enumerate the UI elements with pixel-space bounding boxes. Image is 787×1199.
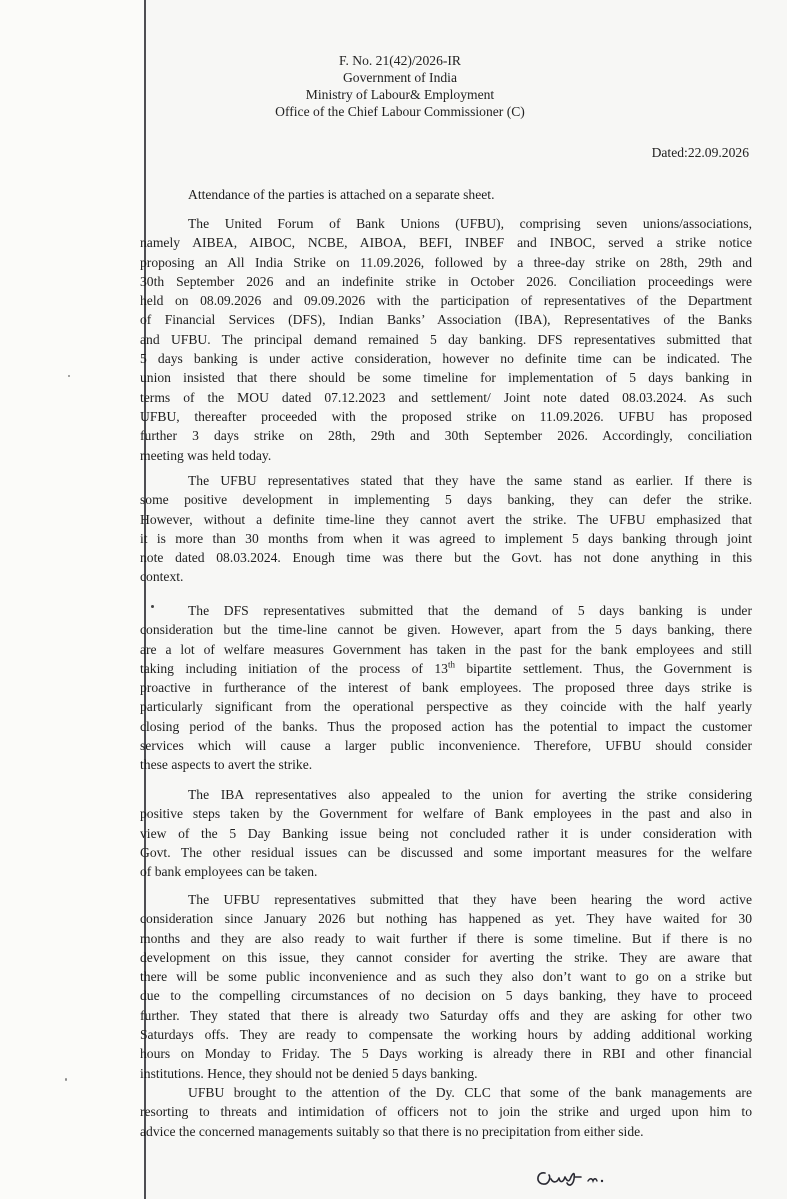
text-line: these aspects to avert the strike. — [140, 757, 313, 773]
government-line: Government of India — [342, 70, 457, 85]
ministry-line: Ministry of Labour& Employment — [305, 87, 495, 102]
paragraph-ufbu-reply — [140, 890, 752, 1083]
text-line: particularly significant from the operational perspective as they coincide with the half yearly — [140, 699, 752, 715]
text-line: months and they are also ready to wait further if there is some timeline. But if there is no — [140, 930, 752, 946]
text-line: Saturdays offs. They are ready to compensate the working hours by adding additional working — [140, 1027, 752, 1043]
text-line: consideration but the time-line cannot be given. However, apart from the 5 days banking, there — [140, 622, 752, 638]
text-line: of bank employees can be taken. — [140, 864, 318, 880]
text-line: held on 08.09.2026 and 09.09.2026 with the participation of representatives of the Department — [140, 293, 752, 309]
text-line: view of the 5 Day Banking issue being not concluded rather it is under consideration with — [140, 825, 752, 841]
text-line: positive steps taken by the Government for welfare of Bank employees in the past and also in — [140, 806, 752, 822]
text-line: context. — [140, 569, 184, 585]
signature-initials — [533, 1165, 623, 1191]
text-line: and UFBU. The principal demand remained 5 day banking. DFS representatives submitted that — [140, 331, 752, 347]
text-line: hours on Monday to Friday. The 5 Days working is already there in RBI and other financial — [140, 1046, 752, 1062]
text-line: further. They stated that there is already two Saturday offs and they are asking for other two — [140, 1007, 752, 1023]
office-line: Office of the Chief Labour Commissioner (C) — [275, 104, 525, 119]
paragraph-threats — [140, 1083, 752, 1141]
text-line: 5 days banking is under active consideration, however no definite time can be indicated. The — [140, 351, 752, 367]
text-line: UFBU, thereafter proceeded with the proposed strike on 11.09.2026. UFBU has proposed — [140, 408, 752, 424]
attendance-note: Attendance of the parties is attached on a separate sheet. — [188, 187, 495, 202]
text-line: The UFBU representatives submitted that they have been hearing the word active — [188, 892, 752, 907]
text-line: resorting to threats and intimidation of officers not to join the strike and urged upon him to — [140, 1104, 752, 1120]
text-line: of Financial Services (DFS), Indian Banks’ Association (IBA), Representatives of the Banks — [140, 312, 752, 328]
text-line: proactive in furtherance of the interest of bank employees. The proposed three days strike is — [140, 680, 752, 696]
text-line: advice the concerned managements suitably so that there is no precipitation from either side. — [140, 1123, 644, 1139]
text-line: The United Forum of Bank Unions (UFBU), comprising seven unions/associations, — [188, 216, 752, 231]
paragraph-ufbu-stand — [140, 471, 752, 587]
text-line: taking including initiation of the process of 13th bipartite settlement. Thus, the Government is — [140, 659, 752, 676]
text-line: closing period of the banks. Thus the proposed action has the potential to impact the customer — [140, 718, 752, 734]
text-line: are a lot of welfare measures Government has taken in the past for the bank employees and still — [140, 641, 752, 657]
text-line: terms of the MOU dated 07.12.2023 and settlement/ Joint note dated 08.03.2024. As such — [140, 389, 752, 405]
paragraph-iba-appeal — [140, 785, 752, 881]
text-line: namely AIBEA, AIBOC, NCBE, AIBOA, BEFI, INBEF and INBOC, served a strike notice — [140, 235, 752, 251]
paper-speck — [68, 375, 70, 377]
text-line: institutions. Hence, they should not be denied 5 days banking. — [140, 1065, 478, 1081]
paper-speck — [65, 1078, 67, 1081]
text-line: However, without a definite time-line they cannot avert the strike. The UFBU emphasized that — [140, 511, 752, 527]
text-line: proposing an All India Strike on 11.09.2026, followed by a three-day strike on 28th, 29th and — [140, 254, 752, 270]
text-line: it is more than 30 months from when it was agreed to implement 5 days banking through joint — [140, 530, 752, 546]
paragraph-background — [140, 214, 752, 465]
text-line: Govt. The other residual issues can be discussed and some important measures for the welfare — [140, 844, 752, 860]
text-line: consideration since January 2026 but nothing has happened as yet. They have waited for 30 — [140, 911, 752, 927]
text-line: some positive development in implementing 5 days banking, they can defer the strike. — [140, 492, 752, 508]
text-line: services which will cause a larger public inconvenience. Therefore, UFBU should consider — [140, 738, 752, 754]
text-line: development on this issue, they cannot consider for averting the strike. They are aware that — [140, 949, 752, 965]
document-date: Dated:22.09.2026 — [651, 145, 749, 160]
left-margin — [0, 0, 146, 1199]
text-line: note dated 08.03.2024. Enough time was there but the Govt. has not done anything in this — [140, 550, 752, 566]
paragraph-dfs-submission — [140, 601, 752, 775]
text-line: meeting was held today. — [140, 447, 272, 463]
text-line: The IBA representatives also appealed to the union for averting the strike considering — [188, 787, 752, 802]
text-line: further 3 days strike on 28th, 29th and 30th September 2026. Accordingly, conciliation — [140, 428, 752, 444]
file-number: F. No. 21(42)/2026-IR — [338, 53, 461, 68]
text-line: due to the compelling circumstances of no decision on 5 days banking, they have to proceed — [140, 988, 752, 1004]
letter-header — [250, 52, 550, 120]
text-line: UFBU brought to the attention of the Dy. CLC that some of the bank managements are — [188, 1085, 752, 1100]
text-line: The UFBU representatives stated that they have the same stand as earlier. If there is — [188, 473, 752, 488]
text-line: 30th September 2026 and an indefinite strike in October 2026. Conciliation proceedings were — [140, 273, 752, 289]
text-line: there will be some public inconvenience and as such they also don’t want to go on a strike but — [140, 969, 752, 985]
text-line: union insisted that there should be some timeline for implementation of 5 days banking in — [140, 370, 752, 386]
text-line: The DFS representatives submitted that the demand of 5 days banking is under — [188, 603, 752, 618]
